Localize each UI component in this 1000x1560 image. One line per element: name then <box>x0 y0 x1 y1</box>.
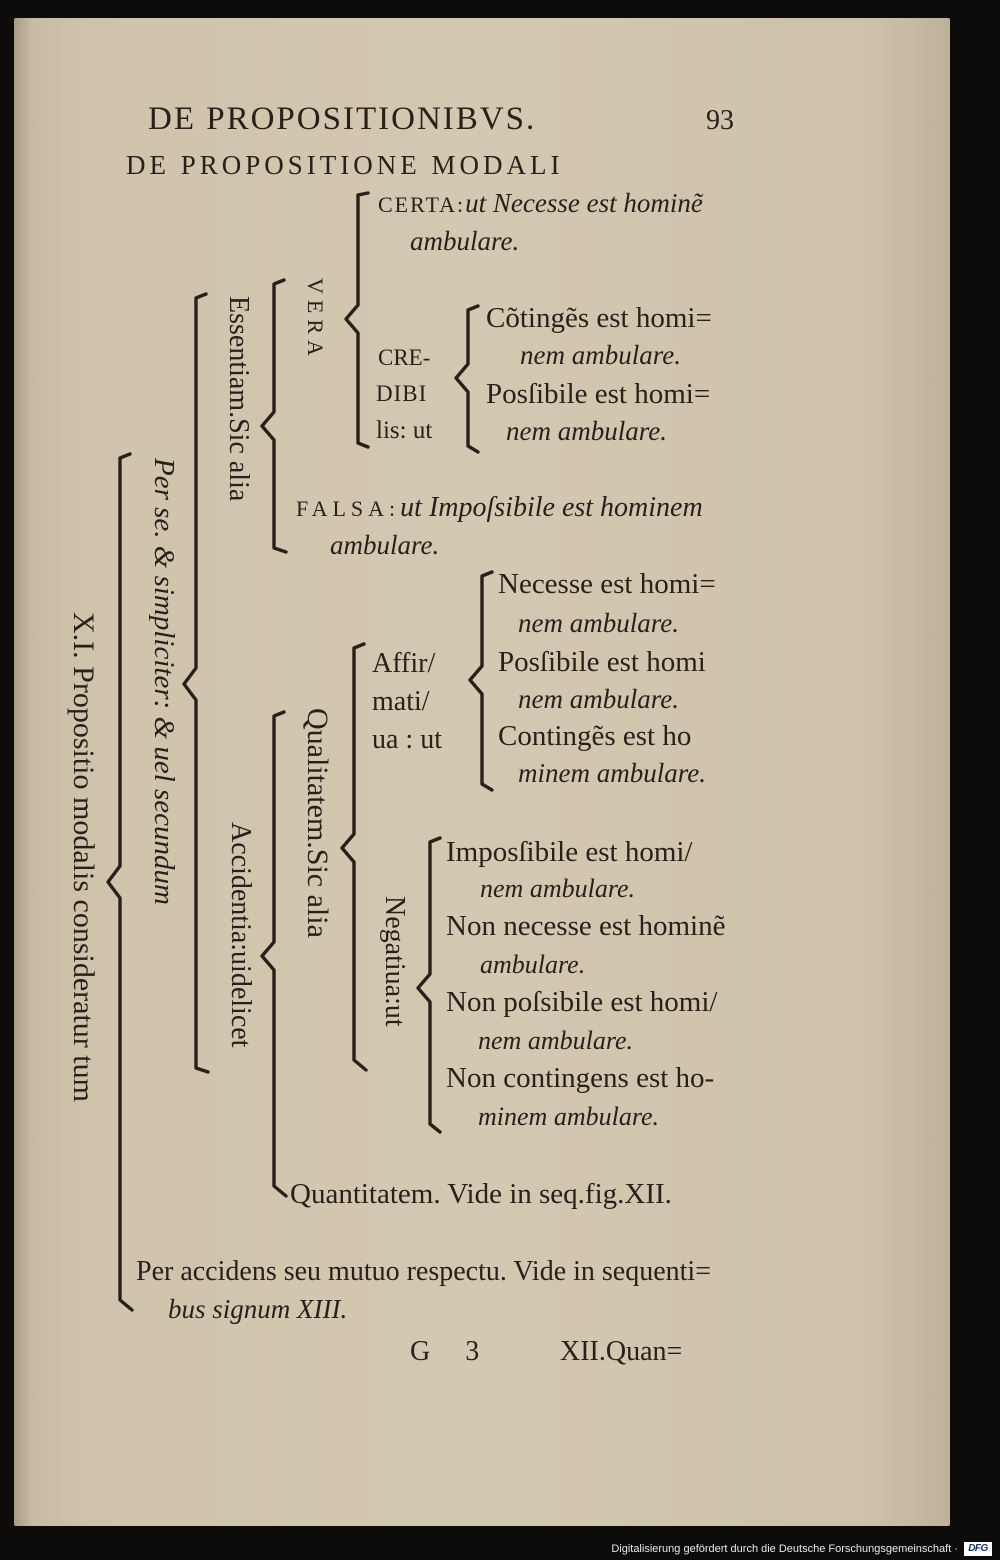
signature-mark: G 3 <box>410 1336 480 1367</box>
credibilis-label-1: CRE- <box>378 345 431 370</box>
neg-contingens-line-2: minem ambulare. <box>478 1102 660 1131</box>
certa-line-2: ambulare. <box>410 226 520 256</box>
per-accidens-line-1: Per accidens seu mutuo respectu. Vide in sequenti= <box>136 1256 711 1287</box>
negativa-label: Negatiua:ut <box>379 896 410 1027</box>
bracket-accidentia <box>254 706 294 1216</box>
affirmativa-label-1: Affir/ <box>372 648 436 679</box>
aff-possibile-line-1: Posſibile est homi <box>498 646 706 678</box>
possibile-line-1: Posſibile est homi= <box>486 378 711 410</box>
page-number: 93 <box>706 105 734 136</box>
affirmativa-label-2: mati/ <box>372 686 430 717</box>
bracket-negativa <box>410 832 450 1142</box>
certa-line-1 <box>378 190 703 217</box>
footer-bar <box>0 1540 1000 1560</box>
footer-credit: Digitalisierung gefördert durch die Deutsche Forschungsgemeinschaft · <box>611 1543 958 1555</box>
falsa-label: FALSA: <box>296 496 401 521</box>
bracket-credibilis <box>448 300 488 460</box>
running-head: DE PROPOSITIONIBVS. <box>148 101 537 137</box>
credibilis-label-3: lis: ut <box>376 417 433 444</box>
root-label: X.I. Propositio modalis consideratur tum <box>67 612 100 1102</box>
neg-contingens-line-1: Non contingens est ho- <box>446 1062 715 1094</box>
dfg-logo: DFG <box>964 1542 992 1556</box>
vera-label: VERA <box>303 278 328 362</box>
aff-possibile-line-2: nem ambulare. <box>518 684 679 714</box>
falsa-text: ut Impoſsibile est hominem <box>400 492 703 523</box>
bracket-per-se <box>176 288 216 1088</box>
bracket-vera <box>340 185 380 455</box>
affirmativa-label-3: ua : ut <box>372 724 442 755</box>
qualitatem-label: Qualitatem.Sic alia <box>301 708 334 938</box>
neg-possibile-line-1: Non poſsibile est homi/ <box>446 986 718 1018</box>
aff-necesse-line-1: Necesse est homi= <box>498 568 716 600</box>
aff-necesse-line-2: nem ambulare. <box>518 608 679 638</box>
neg-necesse-line-1: Non necesse est hominẽ <box>446 910 726 942</box>
neg-necesse-line-2: ambulare. <box>480 950 586 979</box>
neg-impossibile-line-2: nem ambulare. <box>480 874 636 903</box>
certa-text: ut Necesse est hominẽ <box>465 188 703 218</box>
aff-contingens-line-1: Contingẽs est ho <box>498 720 692 752</box>
essentiam-label: Essentiam.Sic alia <box>223 296 254 502</box>
falsa-line-2: ambulare. <box>330 530 440 560</box>
falsa-line-1 <box>296 494 703 522</box>
bracket-essentia <box>254 272 294 572</box>
catchword: XII.Quan= <box>560 1336 683 1367</box>
bracket-root <box>100 448 140 1318</box>
contingens-line-2: nem ambulare. <box>520 340 681 370</box>
bracket-qualitatem <box>334 638 374 1078</box>
per-accidens-line-2: bus signum XIII. <box>168 1294 348 1324</box>
possibile-line-2: nem ambulare. <box>506 416 667 446</box>
contingens-line-1: Cõtingẽs est homi= <box>486 302 712 334</box>
section-title: DE PROPOSITIONE MODALI <box>126 150 564 180</box>
neg-impossibile-line-1: Imposſibile est homi/ <box>446 836 693 868</box>
credibilis-label-2: DIBI <box>376 381 428 406</box>
quantitatem-line: Quantitatem. Vide in seq.fig.XII. <box>290 1178 672 1210</box>
bracket-affirmativa <box>462 566 502 796</box>
certa-label: CERTA: <box>378 192 466 217</box>
neg-possibile-line-2: nem ambulare. <box>478 1026 634 1055</box>
aff-contingens-line-2: minem ambulare. <box>518 758 706 788</box>
per-se-label: Per se. & simpliciter: & uel secundum <box>148 458 180 905</box>
accidentia-label: Accidentia:uidelicet <box>225 822 256 1048</box>
